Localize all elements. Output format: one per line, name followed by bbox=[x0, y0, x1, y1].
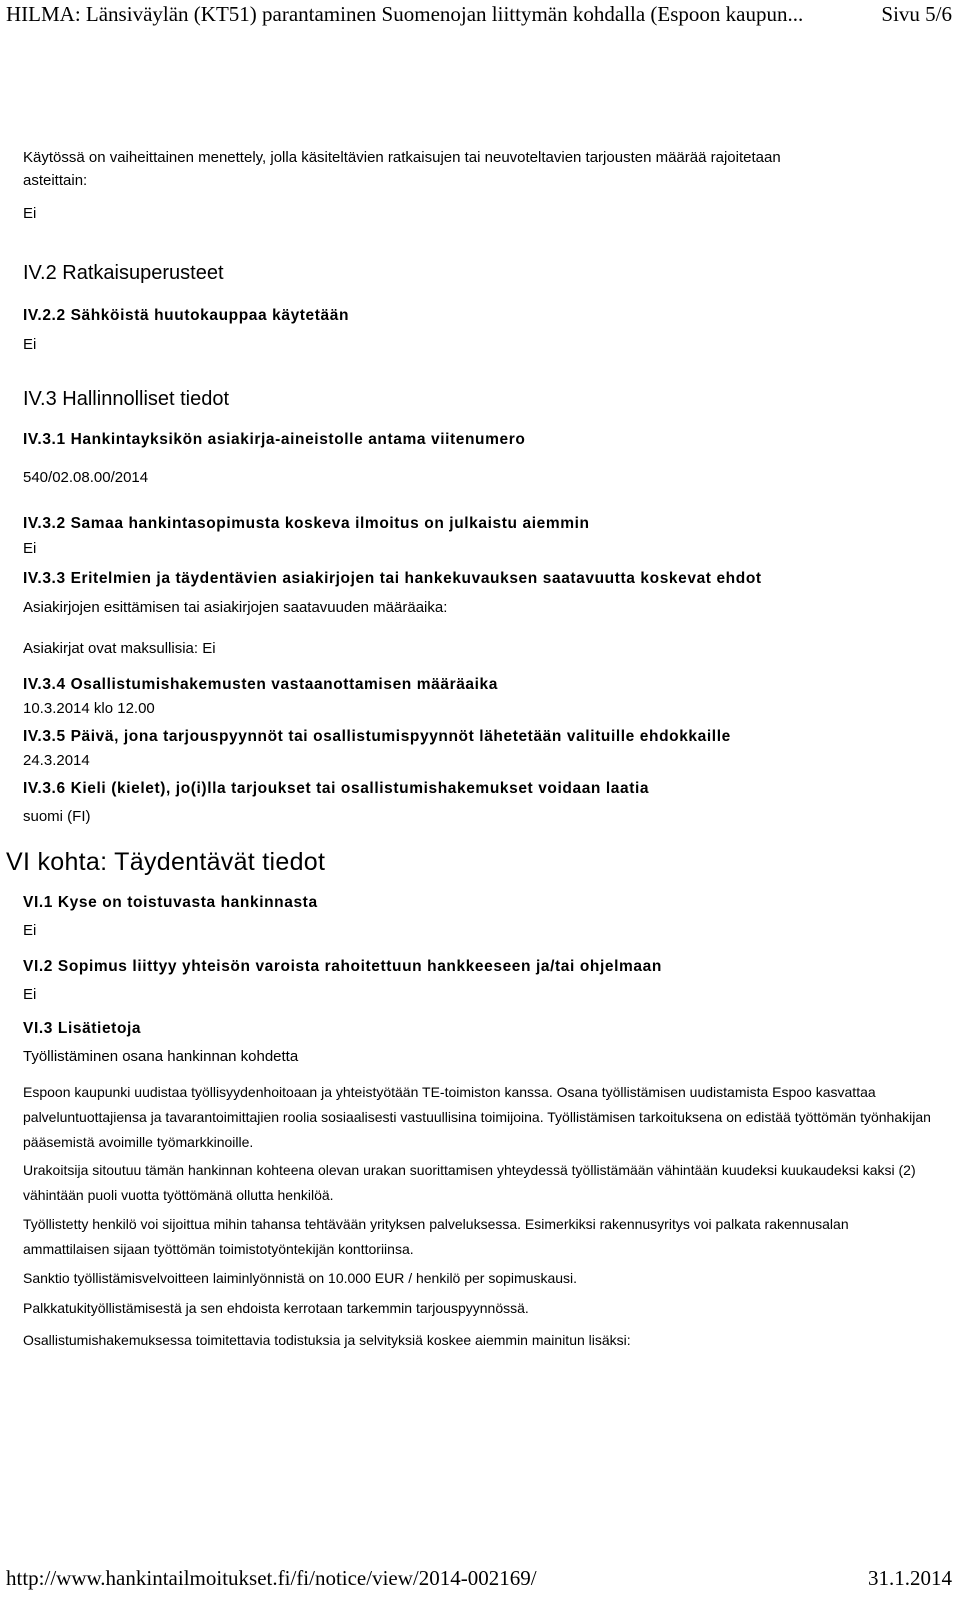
subheading-iv35: IV.3.5 Päivä, jona tarjouspyynnöt tai osallistumispyynnöt lähetetään valituille ehdokkaille bbox=[23, 728, 731, 745]
section-heading-iv2: IV.2 Ratkaisuperusteet bbox=[23, 262, 224, 284]
subheading-iv34: IV.3.4 Osallistumishakemusten vastaanottamisen määräaika bbox=[23, 676, 499, 693]
vi3-paragraph: Työllistetty henkilö voi sijoittua mihin tahansa tehtävään yrityksen palveluksessa. Esimerkiksi rakennusyritys voi palkata rakennusalan ammattilaisen sijaan työttömän toimistotyöntekijän konttoriinsa. bbox=[23, 1216, 849, 1257]
value-iv33-paid: Asiakirjat ovat maksullisia: Ei bbox=[23, 640, 216, 657]
intro-text-line2: asteittain: bbox=[23, 172, 88, 189]
value-iv35: 24.3.2014 bbox=[23, 752, 90, 769]
subheading-vi3: VI.3 Lisätietoja bbox=[23, 1020, 142, 1037]
subheading-vi1: VI.1 Kyse on toistuvasta hankinnasta bbox=[23, 894, 318, 911]
subheading-iv36: IV.3.6 Kieli (kielet), jo(i)lla tarjoukset tai osallistumishakemukset voidaan laatia bbox=[23, 780, 650, 797]
subheading-iv32: IV.3.2 Samaa hankintasopimusta koskeva ilmoitus on julkaistu aiemmin bbox=[23, 515, 590, 532]
intro-value: Ei bbox=[23, 205, 37, 222]
value-vi1: Ei bbox=[23, 922, 37, 939]
value-iv22: Ei bbox=[23, 336, 37, 353]
value-iv36: suomi (FI) bbox=[23, 808, 91, 825]
subheading-iv31: IV.3.1 Hankintayksikön asiakirja-aineistolle antama viitenumero bbox=[23, 431, 526, 448]
vi3-paragraph: Osallistumishakemuksessa toimitettavia todistuksia ja selvityksiä koskee aiemmin mainitun lisäksi: bbox=[23, 1332, 631, 1348]
page-header-title: HILMA: Länsiväylän (KT51) parantaminen Suomenojan liittymän kohdalla (Espoon kaupun... bbox=[6, 2, 804, 26]
section-heading-vi: VI kohta: Täydentävät tiedot bbox=[6, 848, 326, 876]
value-iv32: Ei bbox=[23, 540, 37, 557]
value-iv33-deadline: Asiakirjojen esittämisen tai asiakirjojen saatavuuden määräaika: bbox=[23, 599, 448, 616]
footer-date: 31.1.2014 bbox=[868, 1566, 952, 1590]
subheading-vi2: VI.2 Sopimus liittyy yhteisön varoista rahoitettuun hankkeeseen ja/tai ohjelmaan bbox=[23, 958, 662, 975]
value-iv34: 10.3.2014 klo 12.00 bbox=[23, 700, 155, 717]
page-number: Sivu 5/6 bbox=[881, 2, 952, 26]
subheading-iv33: IV.3.3 Eritelmien ja täydentävien asiakirjojen tai hankekuvauksen saatavuutta koskevat ehdot bbox=[23, 570, 762, 587]
section-heading-iv3: IV.3 Hallinnolliset tiedot bbox=[23, 388, 230, 410]
subheading-iv22: IV.2.2 Sähköistä huutokauppaa käytetään bbox=[23, 307, 350, 324]
vi3-paragraph: Palkkatukityöllistämisestä ja sen ehdoista kerrotaan tarkemmin tarjouspyynnössä. bbox=[23, 1300, 529, 1316]
intro-text-line1: Käytössä on vaiheittainen menettely, jolla käsiteltävien ratkaisujen tai neuvoteltavien tarjousten määrää rajoitetaan bbox=[23, 149, 781, 166]
vi3-paragraph: Urakoitsija sitoutuu tämän hankinnan kohteena olevan urakan suorittamisen yhteydessä työllistämään vähintään kuudeksi kuukaudeksi kaksi (2) vähintään puoli vuotta työttömänä ollutta henkilöä. bbox=[23, 1162, 916, 1203]
vi3-paragraph: Sanktio työllistämisvelvoitteen laiminlyönnistä on 10.000 EUR / henkilö per sopimuskausi. bbox=[23, 1270, 578, 1286]
vi3-subtitle: Työllistäminen osana hankinnan kohdetta bbox=[23, 1048, 299, 1065]
value-iv31: 540/02.08.00/2014 bbox=[23, 469, 149, 486]
value-vi2: Ei bbox=[23, 986, 37, 1003]
footer-url[interactable]: http://www.hankintailmoitukset.fi/fi/notice/view/2014-002169/ bbox=[6, 1566, 537, 1590]
vi3-paragraph: Espoon kaupunki uudistaa työllisyydenhoitoaan ja yhteistyötään TE-toimiston kanssa. Osana työllistämisen uudistamista Espoo kasvattaa palveluntuottajiensa ja tavarantoimittajien roolia sosiaalisesti vastuullisina toimijoina. Työllistämisen tarkoituksena on edistää työttömän työnhakijan pääsemistä avoimille työmarkkinoille. bbox=[23, 1084, 931, 1150]
